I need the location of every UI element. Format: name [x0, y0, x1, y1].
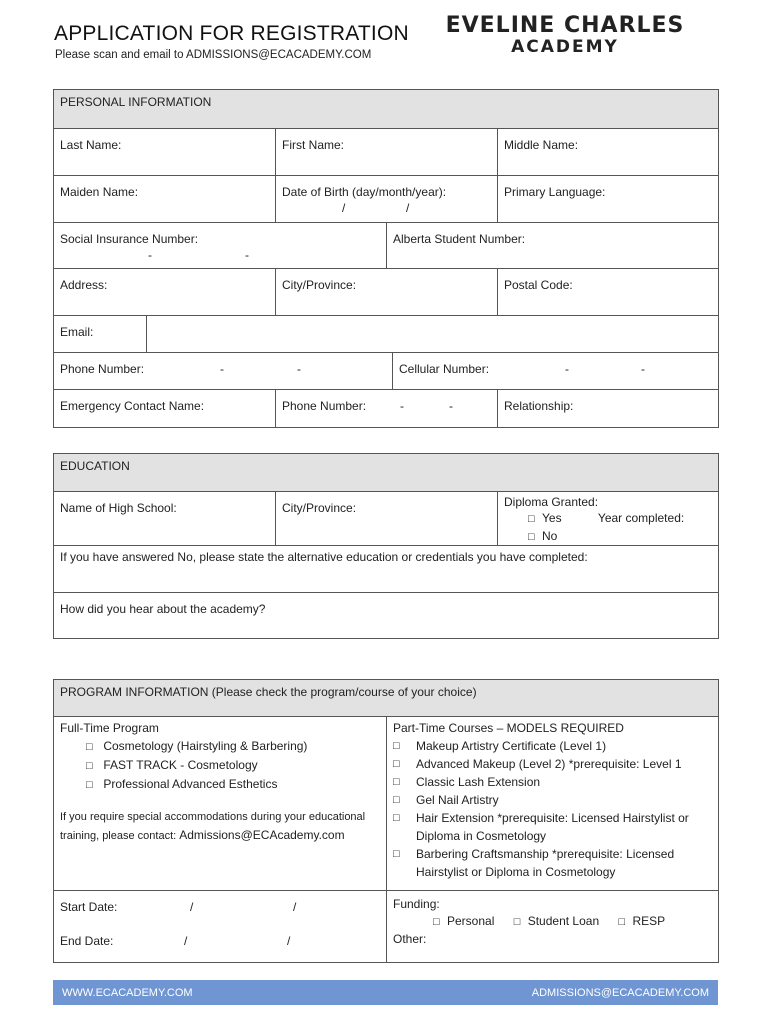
relationship-label: Relationship:: [504, 399, 574, 413]
dates-cell[interactable]: [54, 891, 387, 962]
end-date-label: End Date:: [60, 934, 114, 948]
funding-option-label: Personal: [447, 914, 495, 928]
full-time-program-cell: [54, 717, 387, 891]
end-date-slash-2: /: [287, 934, 291, 948]
date-of-birth-field[interactable]: [276, 176, 498, 223]
maiden-name-field[interactable]: [54, 176, 276, 223]
address-label: Address:: [60, 278, 108, 292]
checkbox-icon: □: [513, 916, 521, 928]
alternative-education-field[interactable]: [54, 546, 718, 593]
academy-logo: [440, 14, 690, 56]
city-province-field[interactable]: [276, 269, 498, 316]
dob-slash-2: /: [406, 201, 410, 215]
high-school-label: Name of High School:: [60, 501, 177, 515]
education-city-field[interactable]: [276, 492, 498, 546]
checkbox-icon: □: [393, 776, 400, 788]
diploma-yes-checkbox[interactable]: [528, 511, 562, 525]
maiden-name-label: Maiden Name:: [60, 185, 139, 199]
checkbox-icon: □: [393, 812, 400, 824]
sin-dash-1: -: [148, 248, 152, 262]
first-name-field[interactable]: [276, 129, 498, 176]
education-section: [53, 453, 719, 639]
part-time-option[interactable]: [393, 773, 712, 791]
full-time-option-label: FAST TRACK - Cosmetology: [103, 758, 258, 772]
program-information-section: [53, 679, 719, 963]
phone-label: Phone Number:: [60, 362, 145, 376]
full-time-option[interactable]: [60, 775, 380, 794]
phone-dash-2: -: [297, 362, 301, 376]
part-time-option-label: Barbering Craftsmanship *prerequisite: Licensed Hairstylist or Diploma in Cosmetology: [416, 847, 675, 879]
first-name-label: First Name:: [282, 138, 345, 152]
part-time-option-label: Advanced Makeup (Level 2) *prerequisite: Level 1: [416, 757, 682, 771]
dob-slash-1: /: [342, 201, 346, 215]
accommodations-text: If you require special accommodations during your educational training, please contact:: [60, 811, 366, 842]
diploma-label: Diploma Granted:: [504, 495, 599, 509]
last-name-field[interactable]: [54, 129, 276, 176]
checkbox-icon: □: [86, 741, 93, 753]
funding-option-label: Student Loan: [527, 914, 600, 928]
phone-number-field[interactable]: [54, 353, 393, 390]
part-time-option[interactable]: [393, 845, 712, 881]
cell-dash-2: -: [641, 362, 645, 376]
other-label: Other:: [393, 932, 427, 946]
email-label: Email:: [60, 325, 94, 339]
relationship-field[interactable]: [498, 390, 718, 427]
part-time-courses-cell: [387, 717, 718, 891]
alberta-student-number-field[interactable]: [387, 223, 718, 269]
emergency-label: Emergency Contact Name:: [60, 399, 205, 413]
diploma-yes-label: Yes: [542, 511, 562, 525]
high-school-field[interactable]: [54, 492, 276, 546]
part-time-title: Part-Time Courses – MODELS REQUIRED: [393, 721, 624, 735]
emergency-phone-field[interactable]: [276, 390, 498, 427]
sin-dash-2: -: [245, 248, 249, 262]
diploma-granted-field: [498, 492, 718, 546]
checkbox-icon: □: [86, 779, 93, 791]
personal-section-heading: PERSONAL INFORMATION: [54, 90, 718, 129]
funding-label: Funding:: [393, 897, 440, 911]
program-section-heading: PROGRAM INFORMATION (Please check the program/course of your choice): [54, 680, 718, 717]
start-date-slash-1: /: [190, 900, 194, 914]
diploma-no-label: No: [542, 529, 558, 543]
footer-website-link[interactable]: WWW.ECACADEMY.COM: [62, 987, 193, 999]
checkbox-icon: □: [86, 760, 93, 772]
checkbox-icon: □: [528, 531, 535, 543]
part-time-option[interactable]: [393, 791, 712, 809]
hear-about-label: How did you hear about the academy?: [60, 602, 266, 616]
primary-language-field[interactable]: [498, 176, 718, 223]
funding-option-resp[interactable]: [618, 914, 665, 928]
emergency-dash-2: -: [449, 399, 453, 413]
start-date-label: Start Date:: [60, 900, 118, 914]
full-time-option-label: Cosmetology (Hairstyling & Barbering): [103, 739, 308, 753]
cell-dash-1: -: [565, 362, 569, 376]
phone-dash-1: -: [220, 362, 224, 376]
address-field[interactable]: [54, 269, 276, 316]
postal-code-field[interactable]: [498, 269, 718, 316]
checkbox-icon: □: [393, 740, 400, 752]
part-time-option[interactable]: [393, 809, 712, 845]
full-time-option[interactable]: [60, 756, 380, 775]
funding-cell: [387, 891, 718, 962]
emergency-contact-field[interactable]: [54, 390, 276, 427]
checkbox-icon: □: [528, 513, 535, 525]
logo-line2: ACADEMY: [511, 37, 619, 57]
part-time-option-label: Classic Lash Extension: [416, 775, 541, 789]
emergency-phone-label: Phone Number:: [282, 399, 367, 413]
accommodations-email[interactable]: Admissions@ECAcademy.com: [179, 828, 345, 842]
city-province-label: City/Province:: [282, 278, 357, 292]
primary-language-label: Primary Language:: [504, 185, 606, 199]
diploma-no-checkbox[interactable]: [528, 529, 557, 543]
logo-line1: EVELINE CHARLES: [445, 13, 685, 38]
footer-bar: [53, 980, 718, 1005]
middle-name-field[interactable]: [498, 129, 718, 176]
end-date-slash-1: /: [184, 934, 188, 948]
full-time-title: Full-Time Program: [60, 721, 159, 735]
education-city-label: City/Province:: [282, 501, 357, 515]
checkbox-icon: □: [393, 758, 400, 770]
footer-email-link[interactable]: ADMISSIONS@ECACADEMY.COM: [531, 987, 709, 999]
postal-code-label: Postal Code:: [504, 278, 573, 292]
checkbox-icon: □: [433, 916, 440, 928]
funding-option-label: RESP: [632, 914, 666, 928]
checkbox-icon: □: [393, 848, 400, 860]
part-time-option-label: Hair Extension *prerequisite: Licensed Hairstylist or Diploma in Cosmetology: [416, 811, 689, 843]
funding-option-student-loan[interactable]: [514, 914, 599, 928]
start-date-slash-2: /: [293, 900, 297, 914]
accommodations-note: [60, 808, 380, 845]
email-field[interactable]: [147, 316, 718, 353]
checkbox-icon: □: [618, 916, 626, 928]
page-subtitle: Please scan and email to ADMISSIONS@ECACADEMY.COM: [55, 49, 372, 61]
part-time-option[interactable]: [393, 737, 712, 755]
sin-field[interactable]: [54, 223, 387, 269]
email-label-cell: [54, 316, 147, 353]
dob-label: Date of Birth (day/month/year):: [282, 185, 447, 199]
part-time-option-label: Makeup Artistry Certificate (Level 1): [416, 739, 607, 753]
middle-name-label: Middle Name:: [504, 138, 579, 152]
cellular-label: Cellular Number:: [399, 362, 490, 376]
full-time-option[interactable]: [60, 737, 380, 756]
sin-label: Social Insurance Number:: [60, 232, 199, 246]
alberta-student-label: Alberta Student Number:: [393, 232, 526, 246]
emergency-dash-1: -: [400, 399, 404, 413]
checkbox-icon: □: [393, 794, 400, 806]
page-title: APPLICATION FOR REGISTRATION: [54, 22, 409, 45]
personal-information-section: [53, 89, 719, 428]
education-section-heading: EDUCATION: [54, 454, 718, 492]
part-time-option[interactable]: [393, 755, 712, 773]
last-name-label: Last Name:: [60, 138, 122, 152]
year-completed-label: Year completed:: [597, 511, 685, 525]
alternative-education-label: If you have answered No, please state the alternative education or credentials you have completed:: [60, 550, 588, 564]
funding-option-personal[interactable]: [433, 914, 494, 928]
full-time-option-label: Professional Advanced Esthetics: [103, 777, 278, 791]
part-time-option-label: Gel Nail Artistry: [416, 793, 499, 807]
hear-about-field[interactable]: [54, 593, 718, 638]
cellular-number-field[interactable]: [393, 353, 718, 390]
